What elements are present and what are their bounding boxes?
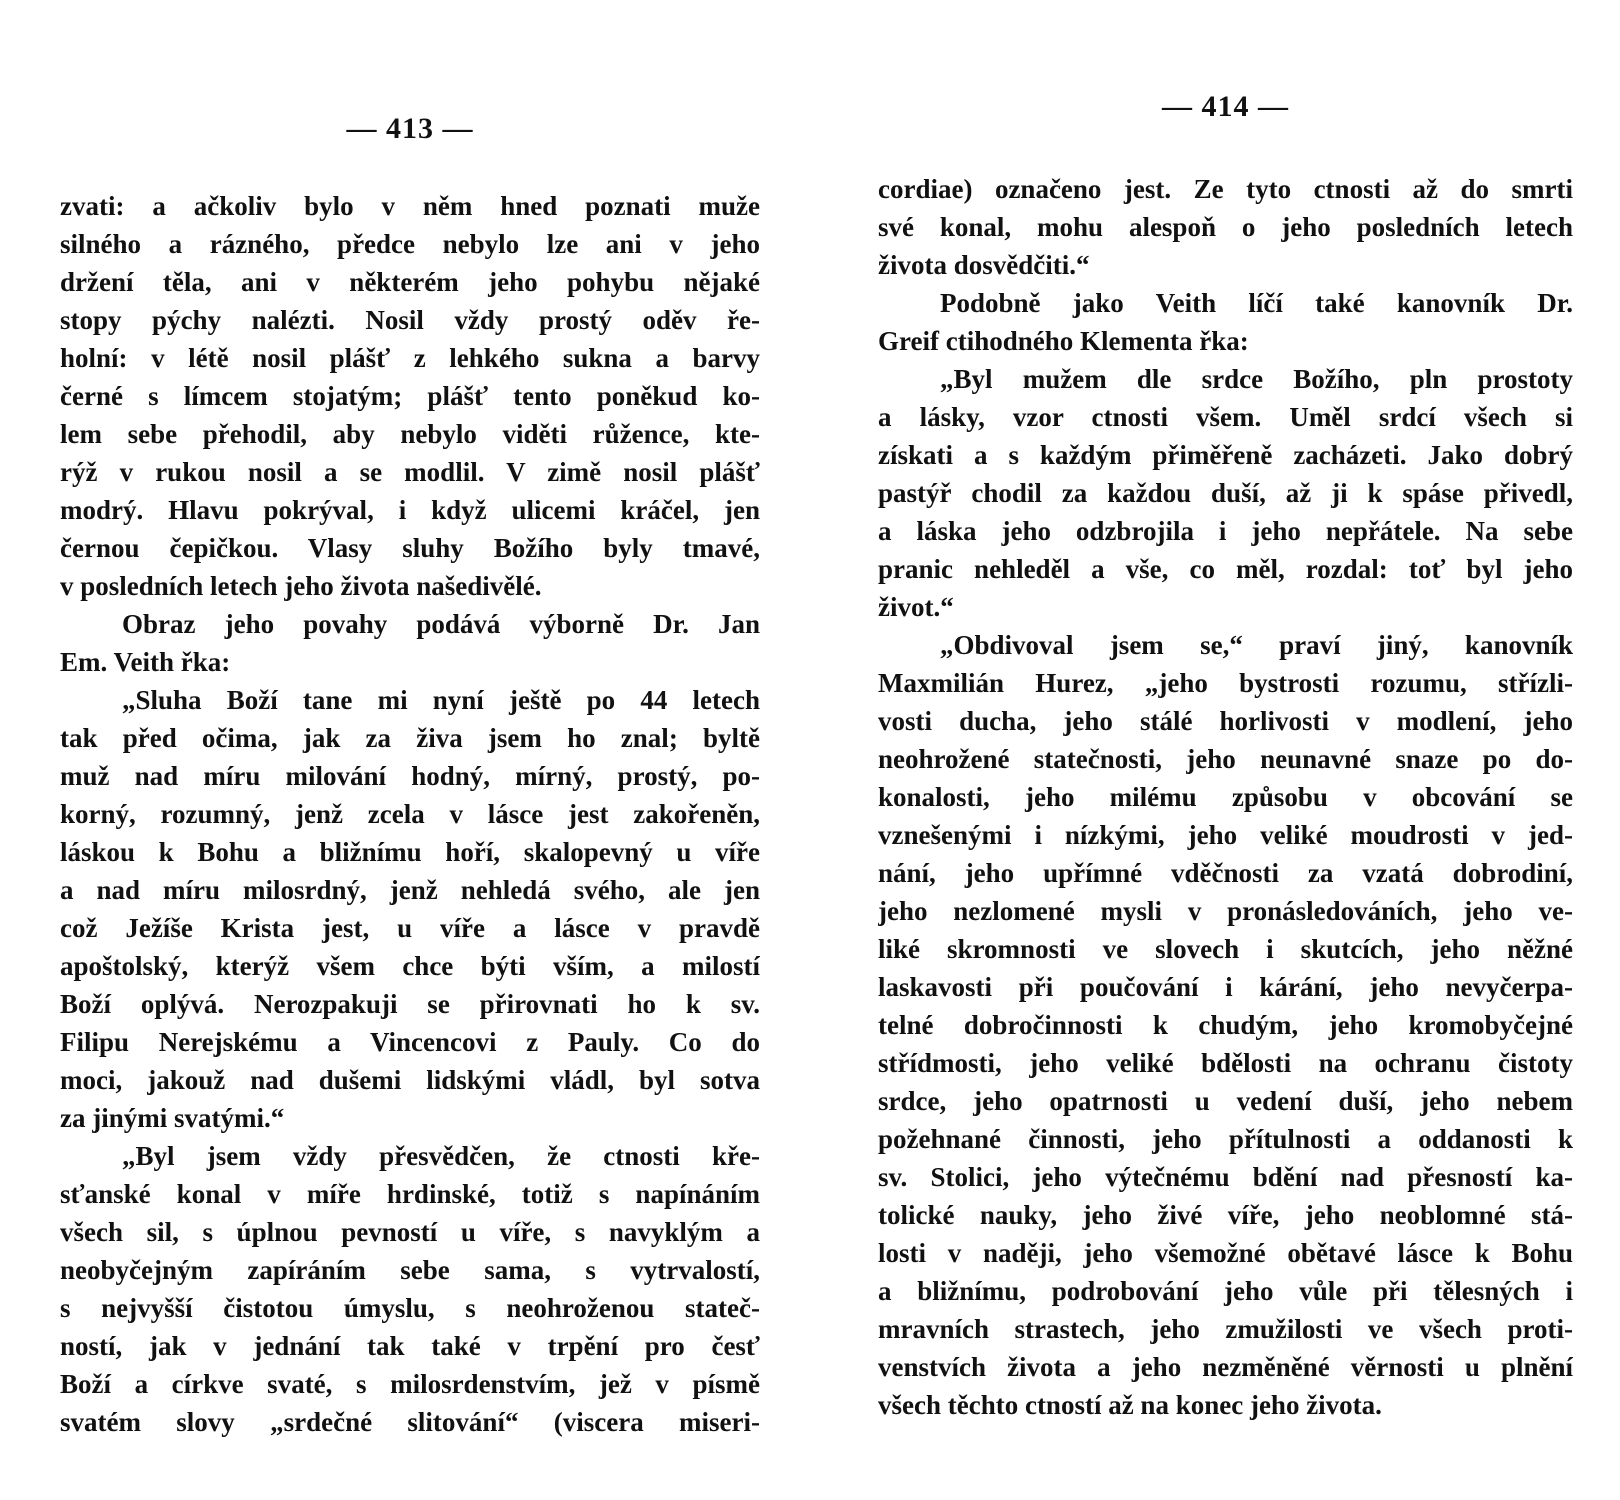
text-line: vosti ducha, jeho stálé horlivosti v modlení, jeho — [878, 706, 1573, 736]
text-line: muž nad míru milování hodný, mírný, prostý, po- — [60, 761, 760, 791]
page-number: — 414 — — [1162, 90, 1289, 123]
text-line: holní: v létě nosil plášť z lehkého sukna a barvy — [60, 343, 760, 373]
text-line: Em. Veith řka: — [60, 647, 231, 677]
text-line: Filipu Nerejskému a Vincencovi z Pauly. Co do — [60, 1027, 760, 1057]
text-line: svatém slovy „srdečné slitování“ (viscera miseri- — [60, 1407, 760, 1437]
text-line: nání, jeho upřímné vděčnosti za vzatá dobrodiní, — [878, 858, 1573, 888]
text-line: jeho nezlomené mysli v pronásledováních, jeho ve- — [878, 896, 1573, 926]
text-line: sťanské konal v míře hrdinské, totiž s napínáním — [60, 1179, 760, 1209]
text-line: rýž v rukou nosil a se modlil. V zimě nosil plášť — [60, 457, 760, 487]
text-line: černé s límcem stojatým; plášť tento poněkud ko- — [60, 381, 760, 411]
text-line: sv. Stolici, jeho výtečnému bdění nad přesností ka- — [878, 1162, 1573, 1192]
text-line: konalosti, jeho milému způsobu v obcování se — [878, 782, 1573, 812]
text-line: Podobně jako Veith líčí také kanovník Dr. — [940, 288, 1573, 318]
text-line: venstvích života a jeho nezměněné věrnosti u plnění — [878, 1352, 1573, 1382]
text-line: což Ježíše Krista jest, u víře a lásce v pravdě — [60, 913, 760, 943]
text-line: požehnané činnosti, jeho přítulnosti a oddanosti k — [878, 1124, 1573, 1154]
page-text — [60, 187, 760, 1441]
text-line: mravních strastech, jeho zmužilosti ve všech proti- — [878, 1314, 1573, 1344]
page-number: — 413 — — [346, 112, 474, 145]
text-line: „Byl mužem dle srdce Božího, pln prostoty — [940, 364, 1573, 394]
text-line: své konal, mohu alespoň o jeho posledních letech — [878, 212, 1573, 242]
text-line: modrý. Hlavu pokrýval, i když ulicemi kráčel, jen — [60, 495, 760, 525]
text-line: a lásky, vzor ctnosti všem. Uměl srdcí všech si — [878, 402, 1573, 432]
text-line: Obraz jeho povahy podává výborně Dr. Jan — [122, 609, 760, 639]
text-line: všech sil, s úplnou pevností u víře, s navyklým a — [60, 1217, 760, 1247]
text-line: všech těchto ctností až na konec jeho života. — [878, 1390, 1382, 1420]
text-line: s nejvyšší čistotou úmyslu, s neohroženou stateč- — [60, 1293, 760, 1323]
text-line: černou čepičkou. Vlasy sluhy Božího byly tmavé, — [60, 533, 760, 563]
text-line: Greif ctihodného Klementa řka: — [878, 326, 1249, 356]
text-line: ností, jak v jednání tak také v trpění pro česť — [60, 1331, 760, 1361]
text-line: a láska jeho odzbrojila i jeho nepřátele. Na sebe — [878, 516, 1573, 546]
text-line: a nad míru milosrdný, jenž nehledá svého, ale jen — [60, 875, 760, 905]
text-line: za jinými svatými.“ — [60, 1103, 285, 1133]
text-line: moci, jakouž nad dušemi lidskými vládl, byl sotva — [60, 1065, 760, 1095]
text-line: vznešenými i nízkými, jeho veliké moudrosti v jed- — [878, 820, 1573, 850]
text-line: apoštolský, kterýž všem chce býti vším, a milostí — [60, 951, 760, 981]
text-line: neobyčejným zapíráním sebe sama, s vytrvalostí, — [60, 1255, 760, 1285]
text-line: Boží oplývá. Nerozpakuji se přirovnati ho k sv. — [60, 989, 760, 1019]
text-line: život.“ — [878, 592, 954, 622]
text-line: života dosvědčiti.“ — [878, 250, 1090, 280]
text-line: laskavosti při poučování i kárání, jeho nevyčerpa- — [878, 972, 1573, 1002]
text-line: střídmosti, jeho veliké bdělosti na ochranu čistoty — [878, 1048, 1573, 1078]
text-line: stopy pýchy nalézti. Nosil vždy prostý oděv ře- — [60, 305, 760, 335]
text-line: cordiae) označeno jest. Ze tyto ctnosti až do smrti — [878, 174, 1573, 204]
text-line: „Byl jsem vždy přesvědčen, že ctnosti kře- — [122, 1141, 760, 1171]
text-line: srdce, jeho opatrnosti u vedení duší, jeho nebem — [878, 1086, 1573, 1116]
text-line: „Sluha Boží tane mi nyní ještě po 44 letech — [122, 685, 760, 715]
text-line: láskou k Bohu a bližnímu hoří, skalopevný u víře — [60, 837, 760, 867]
text-line: držení těla, ani v některém jeho pohybu nějaké — [60, 267, 760, 297]
text-line: tak před očima, jak za živa jsem ho znal; byltě — [60, 723, 760, 753]
text-line: pastýř chodil za každou duší, až ji k spáse přivedl, — [878, 478, 1573, 508]
text-line: Maxmilián Hurez, „jeho bystrosti rozumu, střízli- — [878, 668, 1573, 698]
text-line: a bližnímu, podrobování jeho vůle při tělesných i — [878, 1276, 1573, 1306]
text-line: tolické nauky, jeho živé víře, jeho neoblomné stá- — [878, 1200, 1573, 1230]
text-line: v posledních letech jeho života našedivělé. — [60, 571, 542, 601]
text-line: „Obdivoval jsem se,“ praví jiný, kanovník — [940, 630, 1573, 660]
text-line: silného a rázného, předce nebylo lze ani v jeho — [60, 229, 760, 259]
text-line: neohrožené statečnosti, jeho neunavné snaze po do- — [878, 744, 1573, 774]
text-line: telné dobročinnosti k chudým, jeho kromobyčejné — [878, 1010, 1573, 1040]
text-line: pranic nehleděl a vše, co měl, rozdal: toť byl jeho — [878, 554, 1573, 584]
text-line: Boží a církve svaté, s milosrdenstvím, jež v písmě — [60, 1369, 760, 1399]
text-line: korný, rozumný, jenž zcela v lásce jest zakořeněn, — [60, 799, 760, 829]
page-text — [878, 170, 1573, 1424]
text-line: lem sebe přehodil, aby nebylo viděti růžence, kte- — [60, 419, 760, 449]
text-line: losti v naději, jeho všemožné obětavé lásce k Bohu — [878, 1238, 1573, 1268]
text-line: získati a s každým přiměřeně zacházeti. Jako dobrý — [878, 440, 1573, 470]
text-line: zvati: a ačkoliv bylo v něm hned poznati muže — [60, 191, 760, 221]
text-line: liké skromnosti ve slovech i skutcích, jeho něžné — [878, 934, 1573, 964]
